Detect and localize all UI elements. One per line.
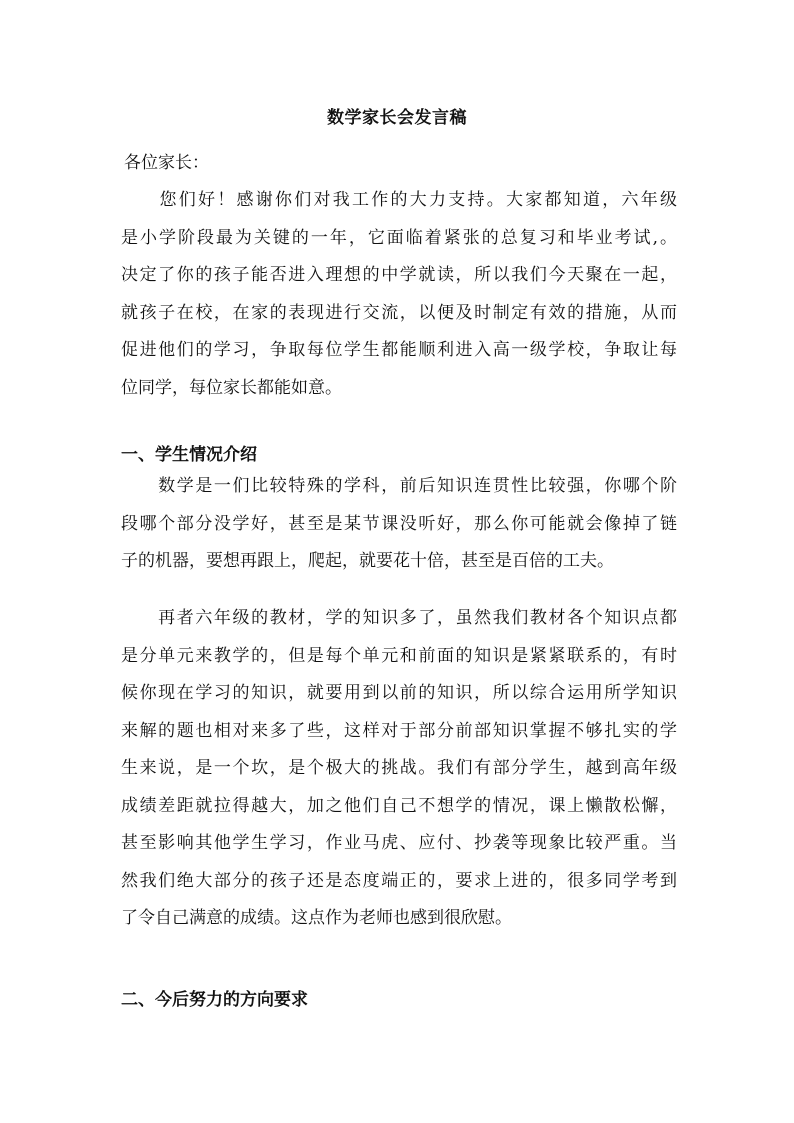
text-line: 位同学，每位家长都能如意。 (121, 377, 342, 398)
text-line: 子的机器，要想再跟上，爬起，就要花十倍，甚至是百倍的工夫。 (121, 551, 614, 571)
document-title: 数学家长会发言稿 (327, 108, 467, 128)
text-line: 然我们绝大部分的孩子还是态度端正的，要求上进的，很多同学考到 (121, 870, 677, 891)
text-line: 再者六年级的教材，学的知识多了，虽然我们教材各个知识点都 (121, 608, 677, 628)
section1-paragraph-2 (121, 600, 677, 938)
text-line: 候你现在学习的知识，就要用到以前的知识，所以综合运用所学知识 (121, 683, 677, 703)
text-line: 您们好！感谢你们对我工作的大力支持。大家都知道，六年级 (121, 190, 677, 210)
section-heading-future-direction: 二、今后努力的方向要求 (121, 990, 308, 1010)
text-line: 是分单元来教学的，但是每个单元和前面的知识是紧紧联系的，有时 (121, 645, 677, 666)
text-line: 成绩差距就拉得越大，加之他们自己不想学的情况，课上懒散松懈， (121, 795, 677, 816)
intro-paragraph (121, 182, 677, 407)
text-line: 就孩子在校，在家的表现进行交流，以便及时制定有效的措施，从而 (121, 302, 677, 323)
text-line: 来解的题也相对来多了些，这样对于部分前部知识掌握不够扎实的学 (121, 720, 677, 741)
salutation: 各位家长： (124, 153, 209, 173)
section-heading-student-overview: 一、学生情况介绍 (121, 445, 257, 465)
text-line: 甚至影响其他学生学习，作业马虎、应付、抄袭等现象比较严重。当 (121, 833, 677, 853)
text-line: 段哪个部分没学好，甚至是某节课没听好，那么你可能就会像掉了链 (121, 513, 677, 534)
text-line: 数学是一们比较特殊的学科，前后知识连贯性比较强，你哪个阶 (121, 476, 677, 496)
section1-paragraph-1 (121, 468, 677, 581)
text-line: 了令自己满意的成绩。这点作为老师也感到很欣慰。 (121, 908, 512, 928)
text-line: 生来说，是一个坎，是个极大的挑战。我们有部分学生，越到高年级 (121, 758, 677, 778)
text-line: 促进他们的学习，争取每位学生都能顺利进入高一级学校，争取让每 (121, 340, 677, 360)
text-line: 是小学阶段最为关键的一年，它面临着紧张的总复习和毕业考试,。 (121, 227, 677, 248)
text-line: 决定了你的孩子能否进入理想的中学就读，所以我们今天聚在一起， (121, 265, 677, 285)
